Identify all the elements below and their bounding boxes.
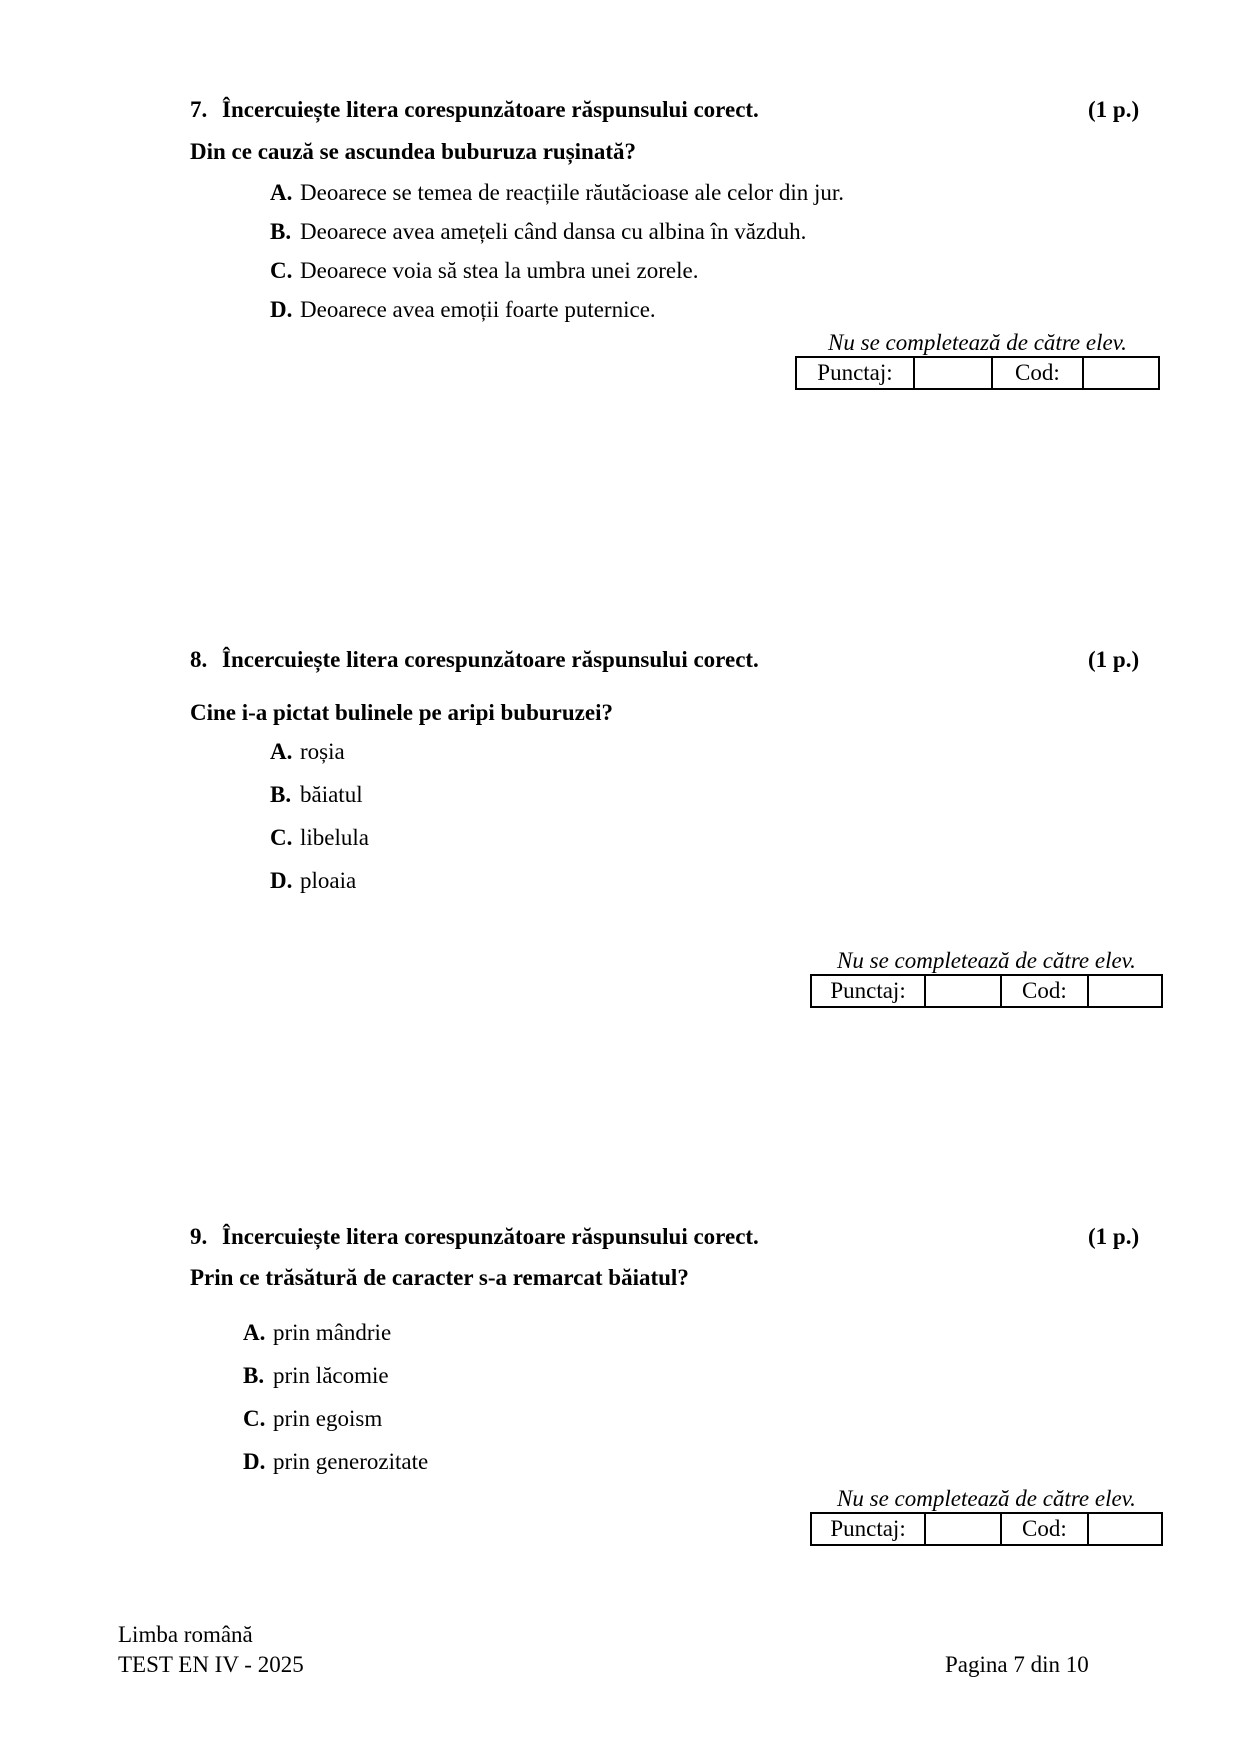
question-9 xyxy=(190,1222,1190,1490)
question-7-points: (1 p.) xyxy=(1088,97,1140,122)
option-letter: C. xyxy=(270,258,293,283)
punctaj-value-cell xyxy=(925,975,1000,1007)
punctaj-value-cell xyxy=(925,1513,1000,1545)
option-text: libelula xyxy=(300,825,369,850)
option-text: prin lăcomie xyxy=(273,1363,389,1388)
option-letter: B. xyxy=(243,1363,265,1388)
question-9-options xyxy=(190,1318,1190,1477)
question-9-number: 9. xyxy=(190,1224,208,1249)
question-9-text: Prin ce trăsătură de caracter s-a remarcat băiatul? xyxy=(190,1265,689,1290)
cod-label: Cod: xyxy=(1001,1513,1089,1545)
question-8-options xyxy=(190,737,1190,896)
question-7-option-c xyxy=(270,256,1190,286)
option-letter: A. xyxy=(270,739,293,764)
score-box-caption: Nu se completează de către elev. xyxy=(828,330,1127,355)
option-text: ploaia xyxy=(300,868,357,893)
footer-left xyxy=(118,1620,304,1680)
punctaj-value-cell xyxy=(914,357,992,389)
score-table xyxy=(810,1512,1163,1546)
question-9-prompt: Încercuiește litera corespunzătoare răspunsului corect. xyxy=(222,1224,759,1249)
question-7-option-d xyxy=(270,295,1190,325)
question-8-option-b xyxy=(270,780,1190,810)
question-8-option-c xyxy=(270,823,1190,853)
option-text: roșia xyxy=(300,739,345,764)
footer-subject: Limba română xyxy=(118,1622,253,1647)
option-letter: D. xyxy=(270,868,293,893)
question-7-options xyxy=(190,178,1190,325)
option-text: prin generozitate xyxy=(273,1449,429,1474)
question-9-points: (1 p.) xyxy=(1088,1224,1140,1249)
punctaj-label: Punctaj: xyxy=(796,357,914,389)
question-8-number: 8. xyxy=(190,647,208,672)
question-7-option-a xyxy=(270,178,1190,208)
score-table xyxy=(795,356,1160,390)
cod-value-cell xyxy=(1083,357,1159,389)
option-letter: B. xyxy=(270,219,292,244)
score-box-question-7 xyxy=(795,330,1160,390)
option-letter: B. xyxy=(270,782,292,807)
score-box-question-9 xyxy=(810,1486,1163,1546)
cod-value-cell xyxy=(1088,1513,1162,1545)
question-9-option-c xyxy=(243,1404,1190,1434)
option-letter: A. xyxy=(243,1320,266,1345)
score-box-question-8 xyxy=(810,948,1163,1008)
score-box-caption: Nu se completează de către elev. xyxy=(837,948,1136,973)
question-8-text: Cine i-a pictat bulinele pe aripi buburuzei? xyxy=(190,700,613,725)
option-letter: C. xyxy=(243,1406,266,1431)
option-letter: D. xyxy=(270,297,293,322)
option-text: prin mândrie xyxy=(273,1320,392,1345)
punctaj-label: Punctaj: xyxy=(811,1513,925,1545)
cod-value-cell xyxy=(1088,975,1162,1007)
option-letter: C. xyxy=(270,825,293,850)
option-text: Deoarece voia să stea la umbra unei zorele. xyxy=(300,258,699,283)
option-text: Deoarece avea amețeli când dansa cu albina în văzduh. xyxy=(300,219,807,244)
option-text: prin egoism xyxy=(273,1406,383,1431)
question-8-heading xyxy=(190,645,1190,675)
question-8-prompt: Încercuiește litera corespunzătoare răspunsului corect. xyxy=(222,647,759,672)
score-table xyxy=(810,974,1163,1008)
question-8-points: (1 p.) xyxy=(1088,647,1140,672)
question-8-option-a xyxy=(270,737,1190,767)
footer-page-number: Pagina 7 din 10 xyxy=(945,1652,1089,1677)
punctaj-label: Punctaj: xyxy=(811,975,925,1007)
question-7-number: 7. xyxy=(190,97,208,122)
question-7-option-b xyxy=(270,217,1190,247)
option-letter: A. xyxy=(270,180,293,205)
question-7-prompt: Încercuiește litera corespunzătoare răspunsului corect. xyxy=(222,97,759,122)
footer-test-name: TEST EN IV - 2025 xyxy=(118,1652,304,1677)
score-box-caption: Nu se completează de către elev. xyxy=(837,1486,1136,1511)
question-8 xyxy=(190,645,1190,909)
option-text: Deoarece se temea de reacțiile răutăcioase ale celor din jur. xyxy=(300,180,845,205)
cod-label: Cod: xyxy=(992,357,1083,389)
question-9-option-d xyxy=(243,1447,1190,1477)
option-letter: D. xyxy=(243,1449,266,1474)
question-8-option-d xyxy=(270,866,1190,896)
question-9-option-a xyxy=(243,1318,1190,1348)
question-7-text: Din ce cauză se ascundea buburuza rușinată? xyxy=(190,139,636,164)
question-9-heading xyxy=(190,1222,1190,1252)
cod-label: Cod: xyxy=(1001,975,1089,1007)
question-9-option-b xyxy=(243,1361,1190,1391)
question-7-heading xyxy=(190,95,1190,125)
question-7 xyxy=(190,95,1190,334)
option-text: băiatul xyxy=(300,782,363,807)
option-text: Deoarece avea emoții foarte puternice. xyxy=(300,297,656,322)
